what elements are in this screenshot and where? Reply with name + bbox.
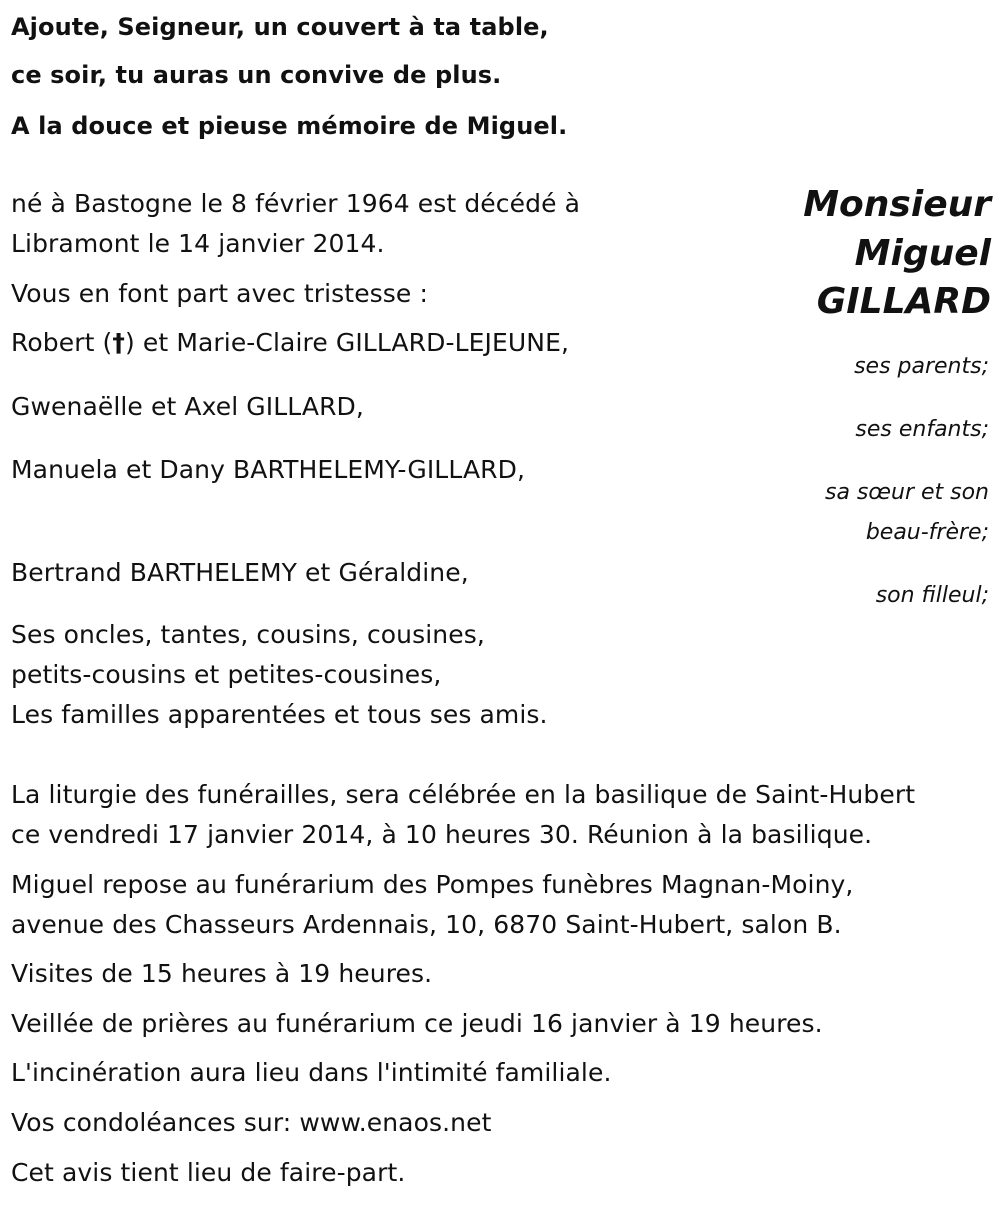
rest-line-2: avenue des Chasseurs Ardennais, 10, 6870 Saint-Hubert, salon B.	[11, 910, 842, 939]
notice-text: Cet avis tient lieu de faire-part.	[11, 1158, 406, 1187]
family-godson: Bertrand BARTHELEMY et Géraldine,	[11, 558, 469, 587]
verse-line-1: Ajoute, Seigneur, un couvert à ta table,	[11, 13, 549, 41]
vigil-text: Veillée de prières au funérarium ce jeudi 16 janvier à 19 heures.	[11, 1009, 823, 1038]
family-children: Gwenaëlle et Axel GILLARD,	[11, 392, 364, 421]
relation-sister-line-2: beau-frère;	[865, 520, 989, 545]
cremation-text: L'incinération aura lieu dans l'intimité familiale.	[11, 1058, 612, 1087]
relation-godson: son filleul;	[875, 583, 989, 608]
deceased-title: Monsieur	[803, 184, 991, 225]
birth-death-line-2: Libramont le 14 janvier 2014.	[11, 229, 385, 258]
deceased-last-name: GILLARD	[816, 281, 991, 322]
relation-children: ses enfants;	[855, 417, 989, 442]
announce-text: Vous en font part avec tristesse :	[11, 279, 428, 308]
family-others-line-1: Ses oncles, tantes, cousins, cousines,	[11, 620, 485, 649]
birth-death-line-1: né à Bastogne le 8 février 1964 est décédé à	[11, 189, 581, 218]
family-others-line-3: Les familles apparentées et tous ses amis.	[11, 700, 548, 729]
visits-text: Visites de 15 heures à 19 heures.	[11, 959, 433, 988]
relation-sister-line-1: sa sœur et son	[824, 480, 989, 505]
relation-parents: ses parents;	[854, 354, 989, 379]
family-sister: Manuela et Dany BARTHELEMY-GILLARD,	[11, 455, 526, 484]
verse-line-2: ce soir, tu auras un convive de plus.	[11, 61, 502, 89]
cross-icon: †	[112, 328, 125, 357]
rest-line-1: Miguel repose au funérarium des Pompes funèbres Magnan-Moiny,	[11, 870, 854, 899]
liturgy-line-2: ce vendredi 17 janvier 2014, à 10 heures 30. Réunion à la basilique.	[11, 820, 873, 849]
condolences-text: Vos condoléances sur: www.enaos.net	[11, 1108, 492, 1137]
family-parents	[11, 328, 569, 358]
deceased-first-name: Miguel	[854, 233, 991, 274]
verse-line-3: A la douce et pieuse mémoire de Miguel.	[11, 112, 568, 140]
parents-text-before: Robert (	[11, 328, 113, 357]
family-others-line-2: petits-cousins et petites-cousines,	[11, 660, 442, 689]
liturgy-line-1: La liturgie des funérailles, sera célébrée en la basilique de Saint-Hubert	[11, 780, 916, 809]
parents-text-after: ) et Marie-Claire GILLARD-LEJEUNE,	[124, 328, 570, 357]
